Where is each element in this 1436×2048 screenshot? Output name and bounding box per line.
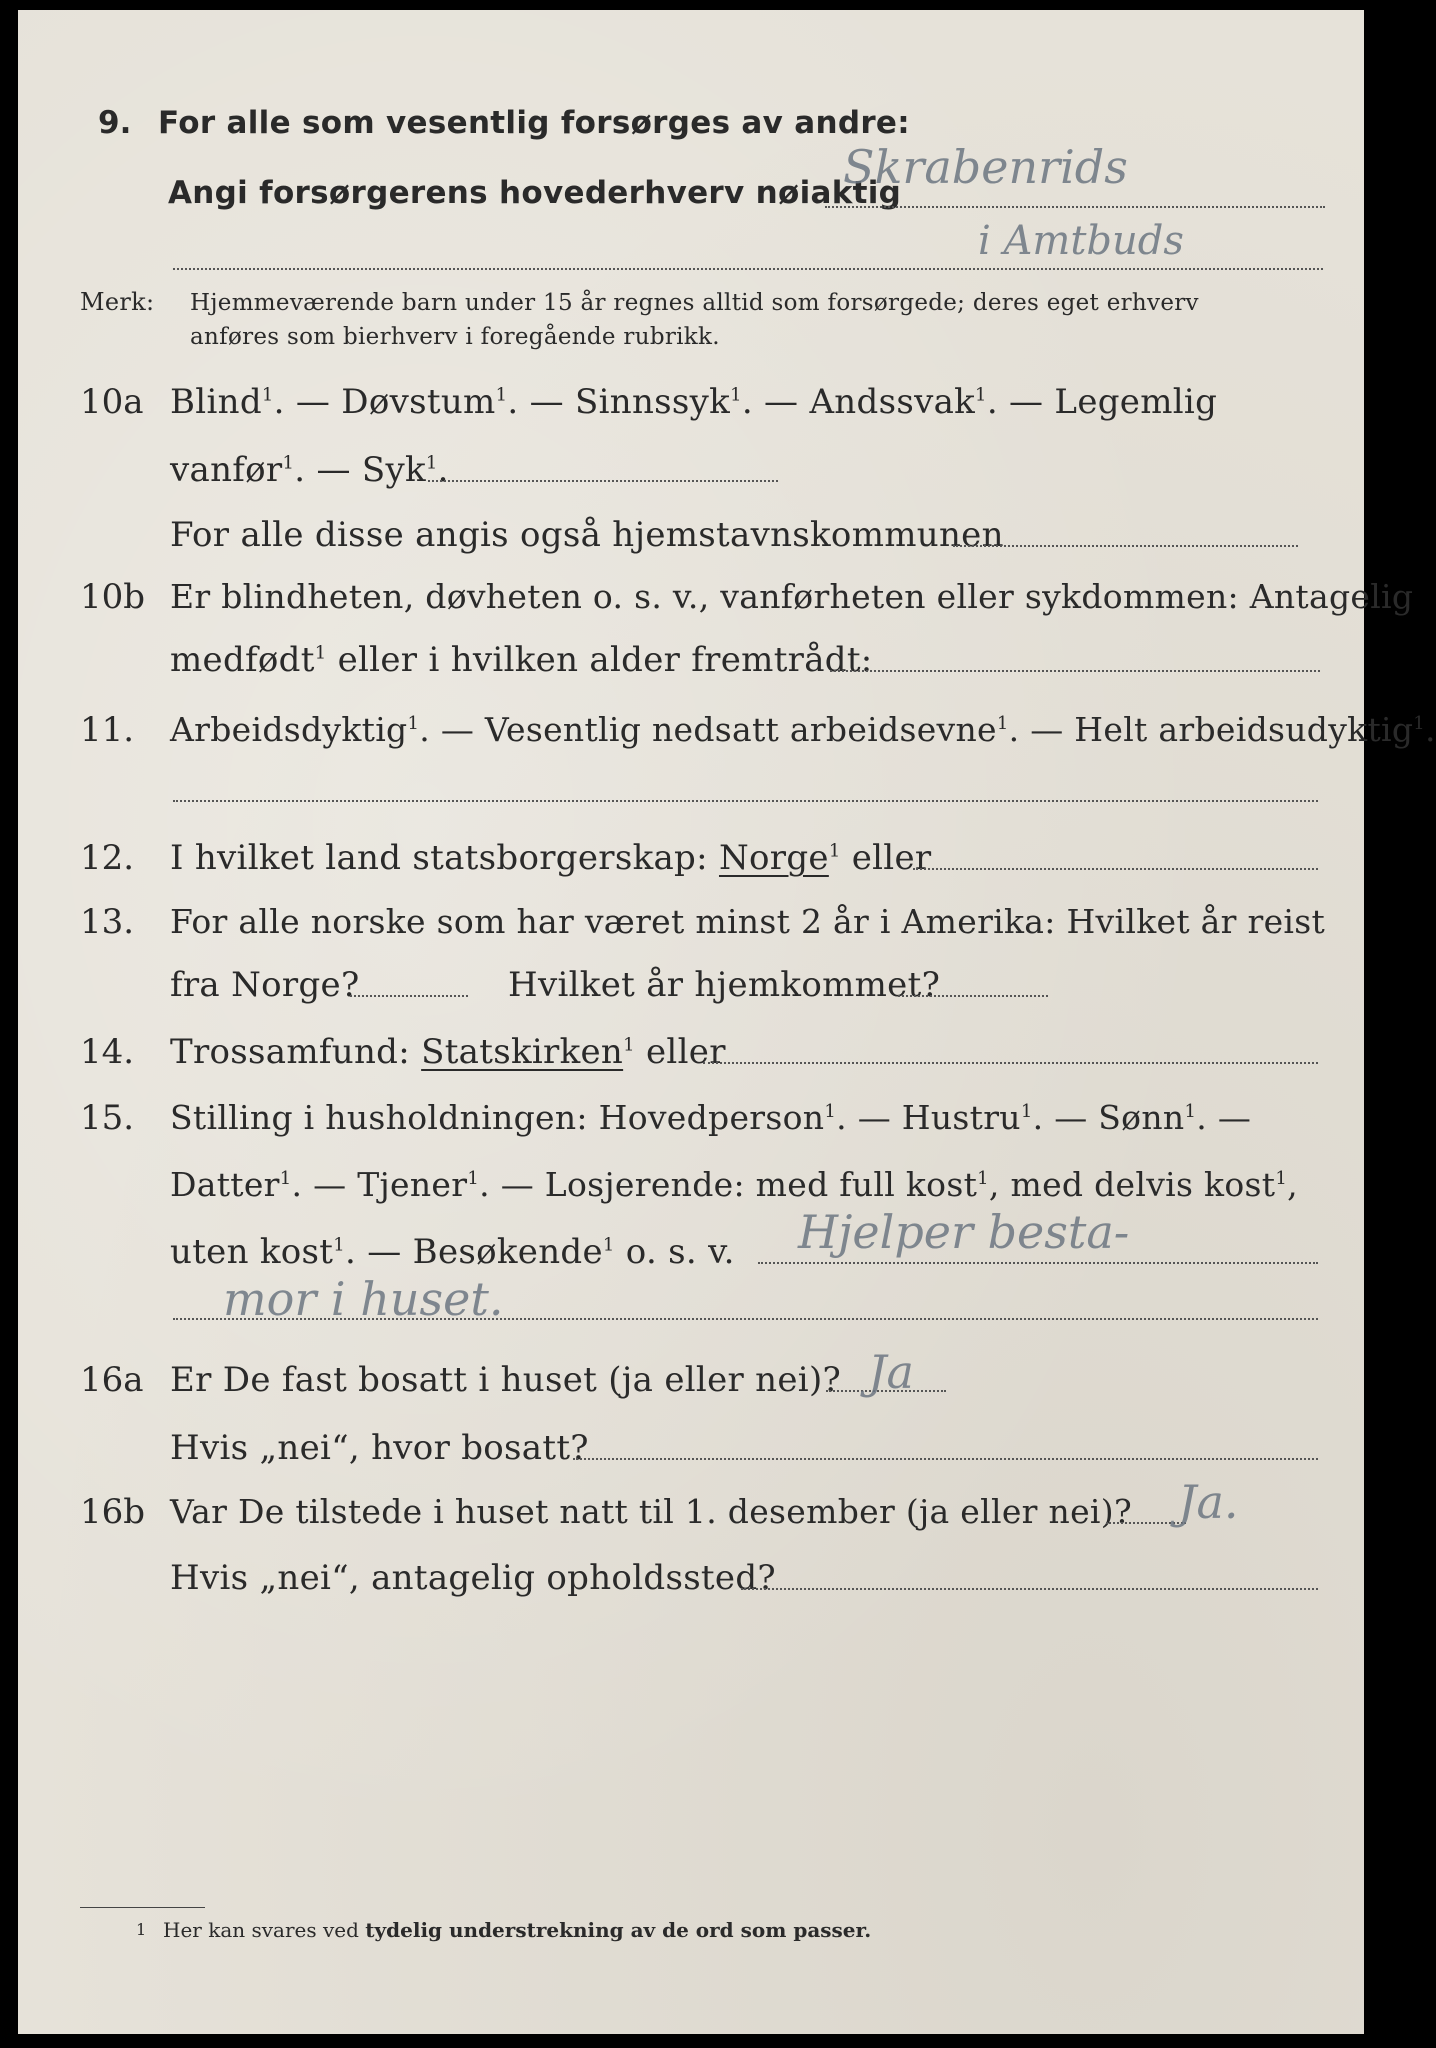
q16b-line-1: Var De tilstede i huset natt til 1. desember (ja eller nei)? [170, 1492, 1132, 1531]
q10a-line-2: vanfør$^1$. — Syk$^1$. [170, 450, 449, 490]
q16b-where-line [741, 1588, 1318, 1590]
q10b-line-2: medfødt$^1$ eller i hvilken alder fremtrådt: [170, 640, 873, 680]
q11-number: 11. [80, 710, 135, 750]
q15-line-3: uten kost$^1$. — Besøkende$^1$ o. s. v. [170, 1232, 735, 1272]
q16b-handwritten-answer: Ja. [1178, 1475, 1239, 1529]
q9-number: 9. [98, 105, 132, 141]
q10b-line-1: Er blindheten, døvheten o. s. v., vanførheten eller sykdommen: Antagelig [170, 577, 1414, 616]
q10a-line-1: Blind$^1$. — Døvstum$^1$. — Sinnssyk$^1$. — Andssvak$^1$. — Legemlig [170, 382, 1218, 422]
merk-label: Merk: [80, 288, 155, 316]
q15-answer-line-1 [758, 1262, 1318, 1264]
q14-answer-line [703, 1062, 1318, 1064]
q11-answer-line [173, 800, 1318, 802]
q15-number: 15. [80, 1098, 135, 1138]
merk-text-2: anføres som bierhverv i foregående rubrikk. [190, 324, 720, 350]
q16b-line-2: Hvis „nei“, antagelig opholdssted? [170, 1558, 776, 1598]
q16a-number: 16a [80, 1360, 144, 1400]
q11-line: Arbeidsdyktig$^1$. — Vesentlig nedsatt arbeidsevne$^1$. — Helt arbeidsudyktig$^1$. [170, 710, 1436, 749]
q16b-answer-line [1106, 1522, 1186, 1524]
q10b-number: 10b [80, 577, 146, 617]
q9-handwritten-answer: Skrabenrids [843, 140, 1128, 194]
q9-answer-line-1 [825, 206, 1325, 208]
q13-number: 13. [80, 902, 135, 942]
q16a-line-1: Er De fast bosatt i huset (ja eller nei)? [170, 1360, 842, 1400]
q13-departed-line [350, 995, 468, 997]
q10a-number: 10a [80, 382, 144, 422]
q13-line-2b: Hvilket år hjemkommet? [508, 965, 941, 1005]
q10a-line-3: For alle disse angis også hjemstavnskommunen [170, 515, 1004, 555]
q9-heading: For alle som vesentlig forsørges av andre: [158, 105, 910, 141]
q14-line: Trossamfund: Statskirken$^1$ eller [170, 1032, 726, 1072]
q9-handwritten-answer-2: i Amtbuds [978, 218, 1184, 264]
q15-line-2: Datter$^1$. — Tjener$^1$. — Losjerende: med full kost$^1$, med delvis kost$^1$, [170, 1165, 1298, 1204]
q16a-line-2: Hvis „nei“, hvor bosatt? [170, 1428, 589, 1468]
q10b-answer-line [830, 670, 1320, 672]
q10a-answer-line [428, 480, 778, 482]
q13-line-1: For alle norske som har været minst 2 år i Amerika: Hvilket år reist [170, 902, 1326, 941]
q14-number: 14. [80, 1032, 135, 1072]
merk-text-1: Hjemmeværende barn under 15 år regnes alltid som forsørgede; deres eget erhverv [190, 290, 1199, 316]
census-form-page [18, 10, 1436, 2034]
q15-handwritten-answer-1: Hjelper besta- [798, 1205, 1130, 1259]
q12-number: 12. [80, 838, 135, 878]
q9-answer-line-2 [173, 268, 1323, 270]
q16a-handwritten-answer: Ja [868, 1345, 914, 1399]
q15-line-1: Stilling i husholdningen: Hovedperson$^1$. — Hustru$^1$. — Sønn$^1$. — [170, 1098, 1252, 1137]
footnote-rule [80, 1907, 205, 1908]
q16a-where-line [573, 1458, 1318, 1460]
q12-answer-line [913, 868, 1318, 870]
q12-line: I hvilket land statsborgerskap: Norge$^1$ eller [170, 838, 932, 878]
q15-handwritten-answer-2: mor i huset. [223, 1272, 504, 1326]
q13-returned-line [898, 995, 1048, 997]
q9-subheading: Angi forsørgerens hovederhverv nøiaktig [168, 175, 902, 211]
footnote-text: Her kan svares ved tydelig understrekning av de ord som passer. [163, 1918, 872, 1942]
q10a-hometown-line [953, 545, 1298, 547]
footnote-mark: 1 [136, 1920, 147, 1939]
q13-line-2a: fra Norge? [170, 965, 360, 1005]
q16b-number: 16b [80, 1492, 146, 1532]
